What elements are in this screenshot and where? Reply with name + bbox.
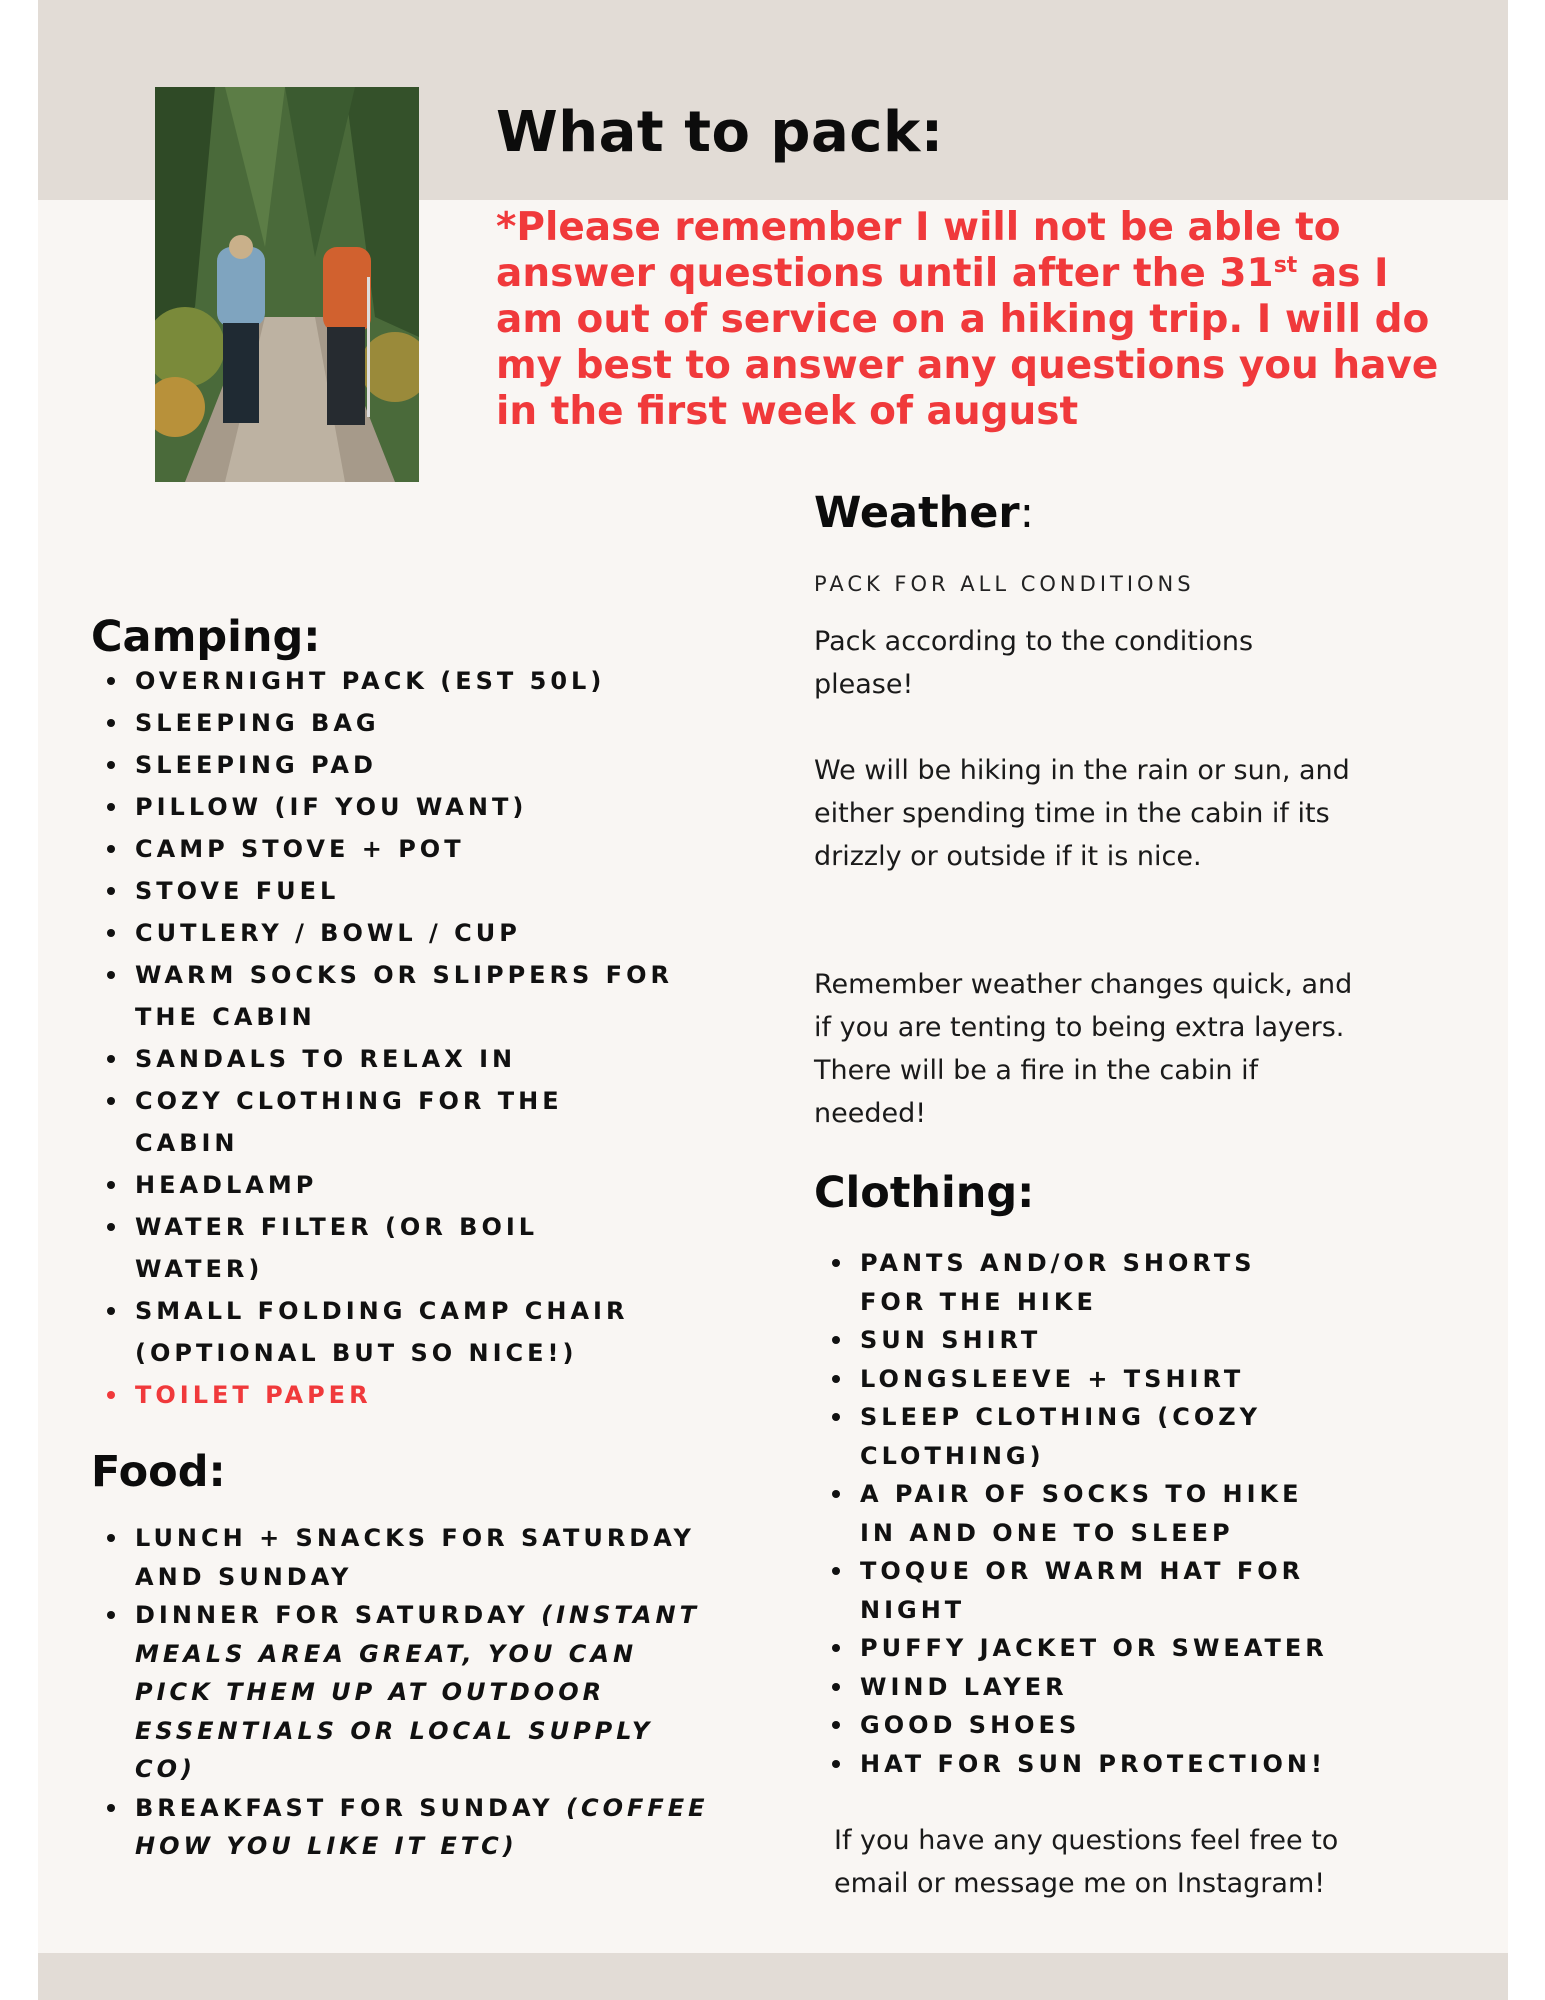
list-item: CUTLERY / BOWL / CUP <box>101 912 761 954</box>
footer-band <box>38 1953 1508 2000</box>
clothing-list <box>826 1244 1386 1783</box>
list-item: SMALL FOLDING CAMP CHAIR (OPTIONAL BUT SO NICE!) <box>101 1290 675 1374</box>
food-item-note: (INSTANT MEALS AREA GREAT, YOU CAN PICK THEM UP AT OUTDOOR ESSENTIALS OR LOCAL SUPPLY CO) <box>135 1601 700 1783</box>
document-page <box>38 0 1508 2000</box>
list-item: PILLOW (IF YOU WANT) <box>101 786 761 828</box>
food-heading: Food: <box>91 1447 226 1497</box>
list-item: PUFFY JACKET OR SWEATER <box>826 1629 1386 1668</box>
list-item: PANTS AND/OR SHORTS FOR THE HIKE <box>826 1244 1330 1321</box>
list-item: CAMP STOVE + POT <box>101 828 761 870</box>
notice-text-end: as I am out of service on a hiking trip. I will do my best to answer any questions you have in the first week of august <box>496 251 1439 434</box>
weather-heading-colon: : <box>1019 488 1035 538</box>
weather-subheading: PACK FOR ALL CONDITIONS <box>814 572 1195 596</box>
list-item: LONGSLEEVE + TSHIRT <box>826 1360 1386 1399</box>
list-item: SLEEPING PAD <box>101 744 761 786</box>
list-item: HAT FOR SUN PROTECTION! <box>826 1745 1386 1784</box>
weather-paragraph-3: Remember weather changes quick, and if you are tenting to being extra layers. There will be a fire in the cabin if needed! <box>814 969 1353 1129</box>
list-item: WATER FILTER (OR BOIL WATER) <box>101 1206 605 1290</box>
list-item: WARM SOCKS OR SLIPPERS FOR THE CABIN <box>101 954 675 1038</box>
list-item: SLEEPING BAG <box>101 702 761 744</box>
footer-contact-note: If you have any questions feel free to email or message me on Instagram! <box>834 1825 1339 1899</box>
list-item: SANDALS TO RELAX IN <box>101 1038 761 1080</box>
hikers-photo <box>155 87 419 482</box>
weather-heading <box>814 488 1034 538</box>
list-item: OVERNIGHT PACK (EST 50L) <box>101 660 761 702</box>
list-item <box>101 1519 711 1596</box>
food-list <box>101 1519 711 1866</box>
camping-heading: Camping: <box>91 612 321 662</box>
list-item: STOVE FUEL <box>101 870 761 912</box>
food-item-text: DINNER FOR SATURDAY <box>135 1601 542 1629</box>
list-item: A PAIR OF SOCKS TO HIKE IN AND ONE TO SLEEP <box>826 1475 1340 1552</box>
list-item: COZY CLOTHING FOR THE CABIN <box>101 1080 615 1164</box>
camping-list <box>101 660 761 1416</box>
clothing-heading: Clothing: <box>814 1168 1035 1218</box>
page-title: What to pack: <box>496 100 944 165</box>
notice-superscript: st <box>1273 253 1298 278</box>
weather-paragraph-1: Pack according to the conditions please! <box>814 626 1254 700</box>
weather-paragraph-2: We will be hiking in the rain or sun, and either spending time in the cabin if its drizzly or outside if it is nice. <box>814 755 1350 872</box>
service-notice <box>496 205 1456 435</box>
list-item: SUN SHIRT <box>826 1321 1386 1360</box>
list-item <box>101 1596 711 1789</box>
list-item-highlighted: TOILET PAPER <box>101 1374 761 1416</box>
list-item: WIND LAYER <box>826 1668 1386 1707</box>
list-item: SLEEP CLOTHING (COZY CLOTHING) <box>826 1398 1320 1475</box>
weather-heading-text: Weather <box>814 488 1020 538</box>
list-item: GOOD SHOES <box>826 1706 1386 1745</box>
food-item-note: (COFFEE HOW YOU LIKE IT ETC) <box>135 1793 709 1860</box>
list-item <box>101 1789 711 1866</box>
notice-text-start: *Please remember I will not be able to answer questions until after the 31 <box>496 205 1341 296</box>
food-item-text: LUNCH + SNACKS FOR SATURDAY AND SUNDAY <box>135 1524 695 1591</box>
list-item: HEADLAMP <box>101 1164 761 1206</box>
food-item-text: BREAKFAST FOR SUNDAY <box>135 1793 566 1822</box>
list-item: TOQUE OR WARM HAT FOR NIGHT <box>826 1552 1310 1629</box>
